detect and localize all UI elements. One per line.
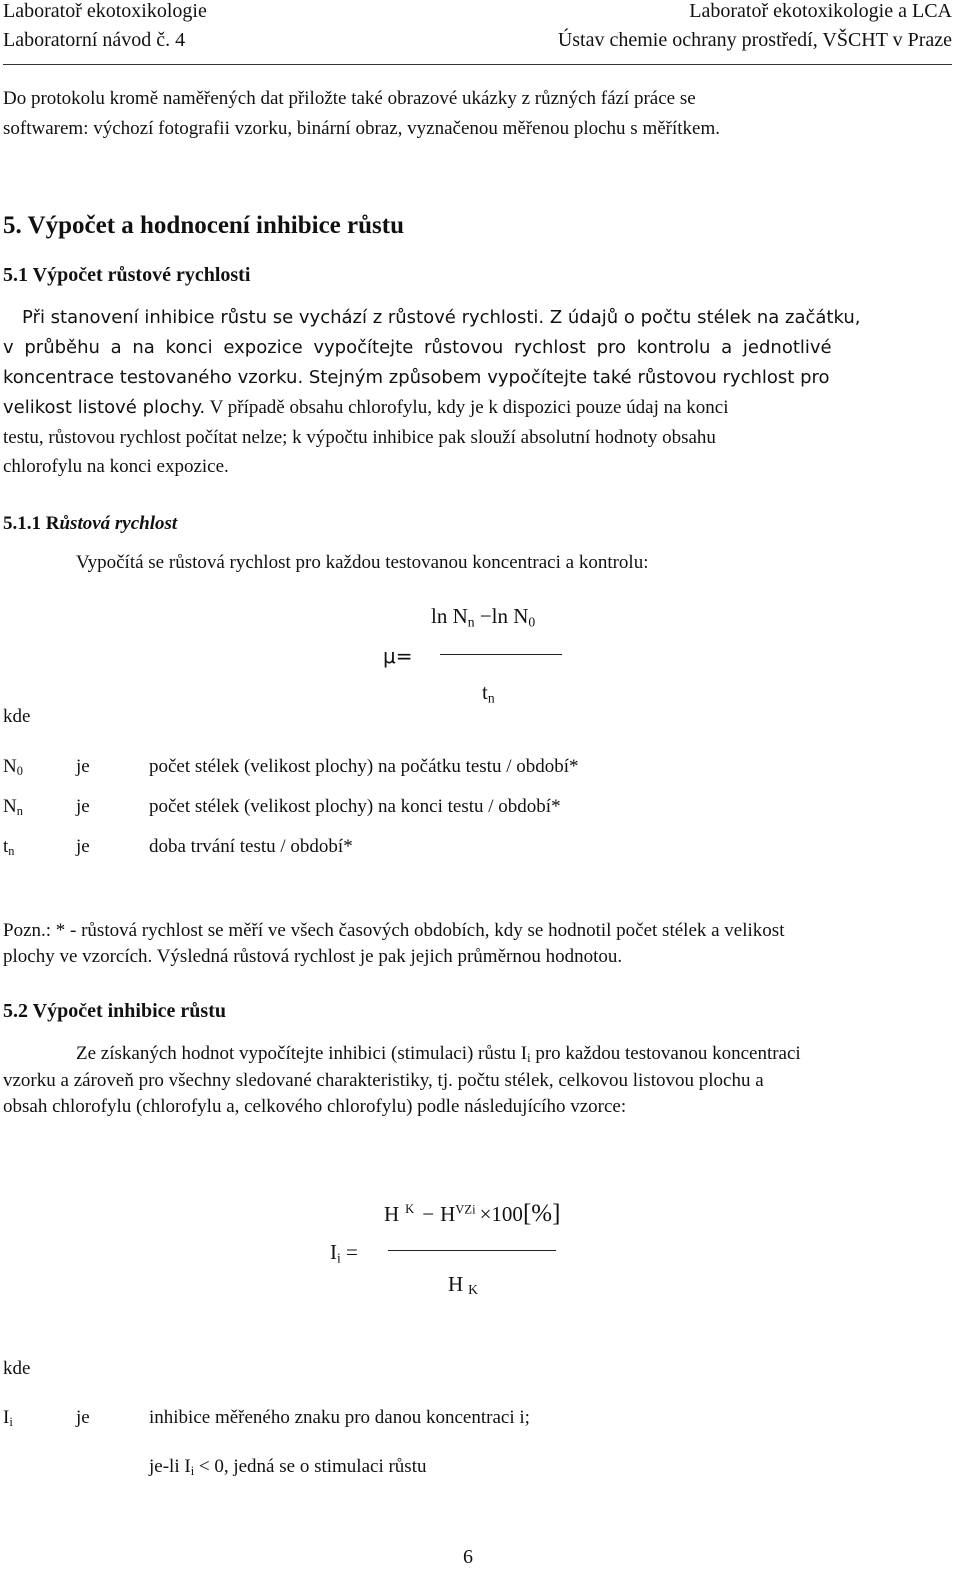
def2-je: je — [76, 796, 90, 817]
sec51-line-5: testu, růstovou rychlost počítat nelze; k výpočtu inhibice pak slouží absolutní hodnoty obsahu — [3, 427, 716, 448]
kde-label-2: kde — [3, 1358, 31, 1379]
sec511-label: ůstová rychlost — [59, 513, 178, 534]
intro-line-1: Do protokolu kromě naměřených dat přiložte také obrazové ukázky z různých fází práce se — [3, 88, 696, 109]
intro-line-2: softwarem: výchozí fotografii vzorku, binární obraz, vyznačenou měřenou plochu s měřítkem. — [3, 118, 721, 139]
header-right-line2: Ústav chemie ochrany prostředí, VŠCHT v Praze — [557, 29, 952, 51]
formula1-denominator: $t_n$ — [482, 680, 495, 706]
header-divider — [3, 64, 952, 65]
note-line-2: plochy ve vzorcích. Výsledná růstová rychlost je pak jejich průměrnou hodnotou. — [3, 946, 623, 967]
header-right-line1: Laboratoř ekotoxikologie a LCA — [689, 0, 952, 22]
def3-symbol: $t_n$ — [3, 836, 15, 859]
sec51-line-4a: velikost listové plochy. — [3, 397, 206, 418]
def-ii-extra: je-li $I_i < 0$, jedná se o stimulaci růstu — [149, 1456, 427, 1479]
def1-text: počet stélek (velikost plochy) na počátku testu / období* — [149, 756, 579, 777]
sec51-line-6: chlorofylu na konci expozice. — [3, 456, 229, 477]
formula2-numerator: H $^K - H^{VZi} \times 100[\%]$ — [384, 1200, 561, 1227]
formula1-numerator: $\ln N_n -\ln$ $N_0$ — [431, 604, 536, 630]
section-5-2-title: 5.2 Výpočet inhibice růstu — [3, 1000, 226, 1022]
def-ii-text: inhibice měřeného znaku pro danou koncentraci i; — [149, 1407, 530, 1428]
sec51-line-4b: V případě obsahu chlorofylu, kdy je k dispozici pouze údaj na konci — [209, 397, 729, 418]
def2-symbol: $N_n$ — [3, 796, 23, 819]
page-number: 6 — [463, 1546, 473, 1568]
header-left-line2: Laboratorní návod č. 4 — [3, 29, 186, 51]
def2-text: počet stélek (velikost plochy) na konci testu / období* — [149, 796, 561, 817]
def-ii-symbol: $I_i$ — [3, 1407, 13, 1430]
sec52-line-2: vzorku a zároveň pro všechny sledované charakteristiky, tj. počtu stélek, celkovou listovou plochu a — [3, 1070, 764, 1091]
sec51-line-3: koncentrace testovaného vzorku. Stejným způsobem vypočítejte také růstovou rychlost pro — [3, 367, 830, 388]
sec52-line-3: obsah chlorofylu (chlorofylu a, celkového chlorofylu) podle následujícího vzorce: — [3, 1096, 627, 1117]
def3-text: doba trvání testu / období* — [149, 836, 353, 857]
def1-je: je — [76, 756, 90, 777]
section-5-1-title: 5.1 Výpočet růstové rychlosti — [3, 264, 251, 286]
sec51-line-2: v průběhu a na konci expozice vypočítejte růstovou rychlost pro kontrolu a jednotlivé — [3, 337, 832, 358]
sec511-intro: Vypočítá se růstová rychlost pro každou testovanou koncentraci a kontrolu: — [76, 552, 649, 573]
formula1-fraction-bar — [440, 654, 562, 655]
def1-symbol: $N_0$ — [3, 756, 23, 779]
note-line-1: Pozn.: * - růstová rychlost se měří ve všech časových obdobích, kdy se hodnotil počet stélek a velikost — [3, 920, 785, 941]
def-ii-je: je — [76, 1407, 90, 1428]
formula2-lhs: $I_i$ = — [330, 1240, 358, 1266]
formula2-fraction-bar — [388, 1250, 556, 1251]
formula2-denominator: H $_K$ — [448, 1272, 479, 1298]
page-header — [3, 0, 952, 66]
section-5-1-1-title — [3, 513, 177, 535]
section-5-title: 5. Výpočet a hodnocení inhibice růstu — [3, 212, 404, 239]
sec52-line-1: Ze získaných hodnot vypočítejte inhibici (stimulaci) růstu $I_i$ pro každou testovanou koncentraci — [76, 1043, 801, 1066]
def3-je: je — [76, 836, 90, 857]
formula1-lhs: μ= — [383, 644, 413, 668]
header-left-line1: Laboratoř ekotoxikologie — [3, 0, 207, 22]
kde-label-1: kde — [3, 706, 31, 727]
sec511-number: 5.1.1 R — [3, 513, 60, 534]
sec51-line-1: Při stanovení inhibice růstu se vychází z růstové rychlosti. Z údajů o počtu stélek na začátku, — [22, 307, 861, 328]
